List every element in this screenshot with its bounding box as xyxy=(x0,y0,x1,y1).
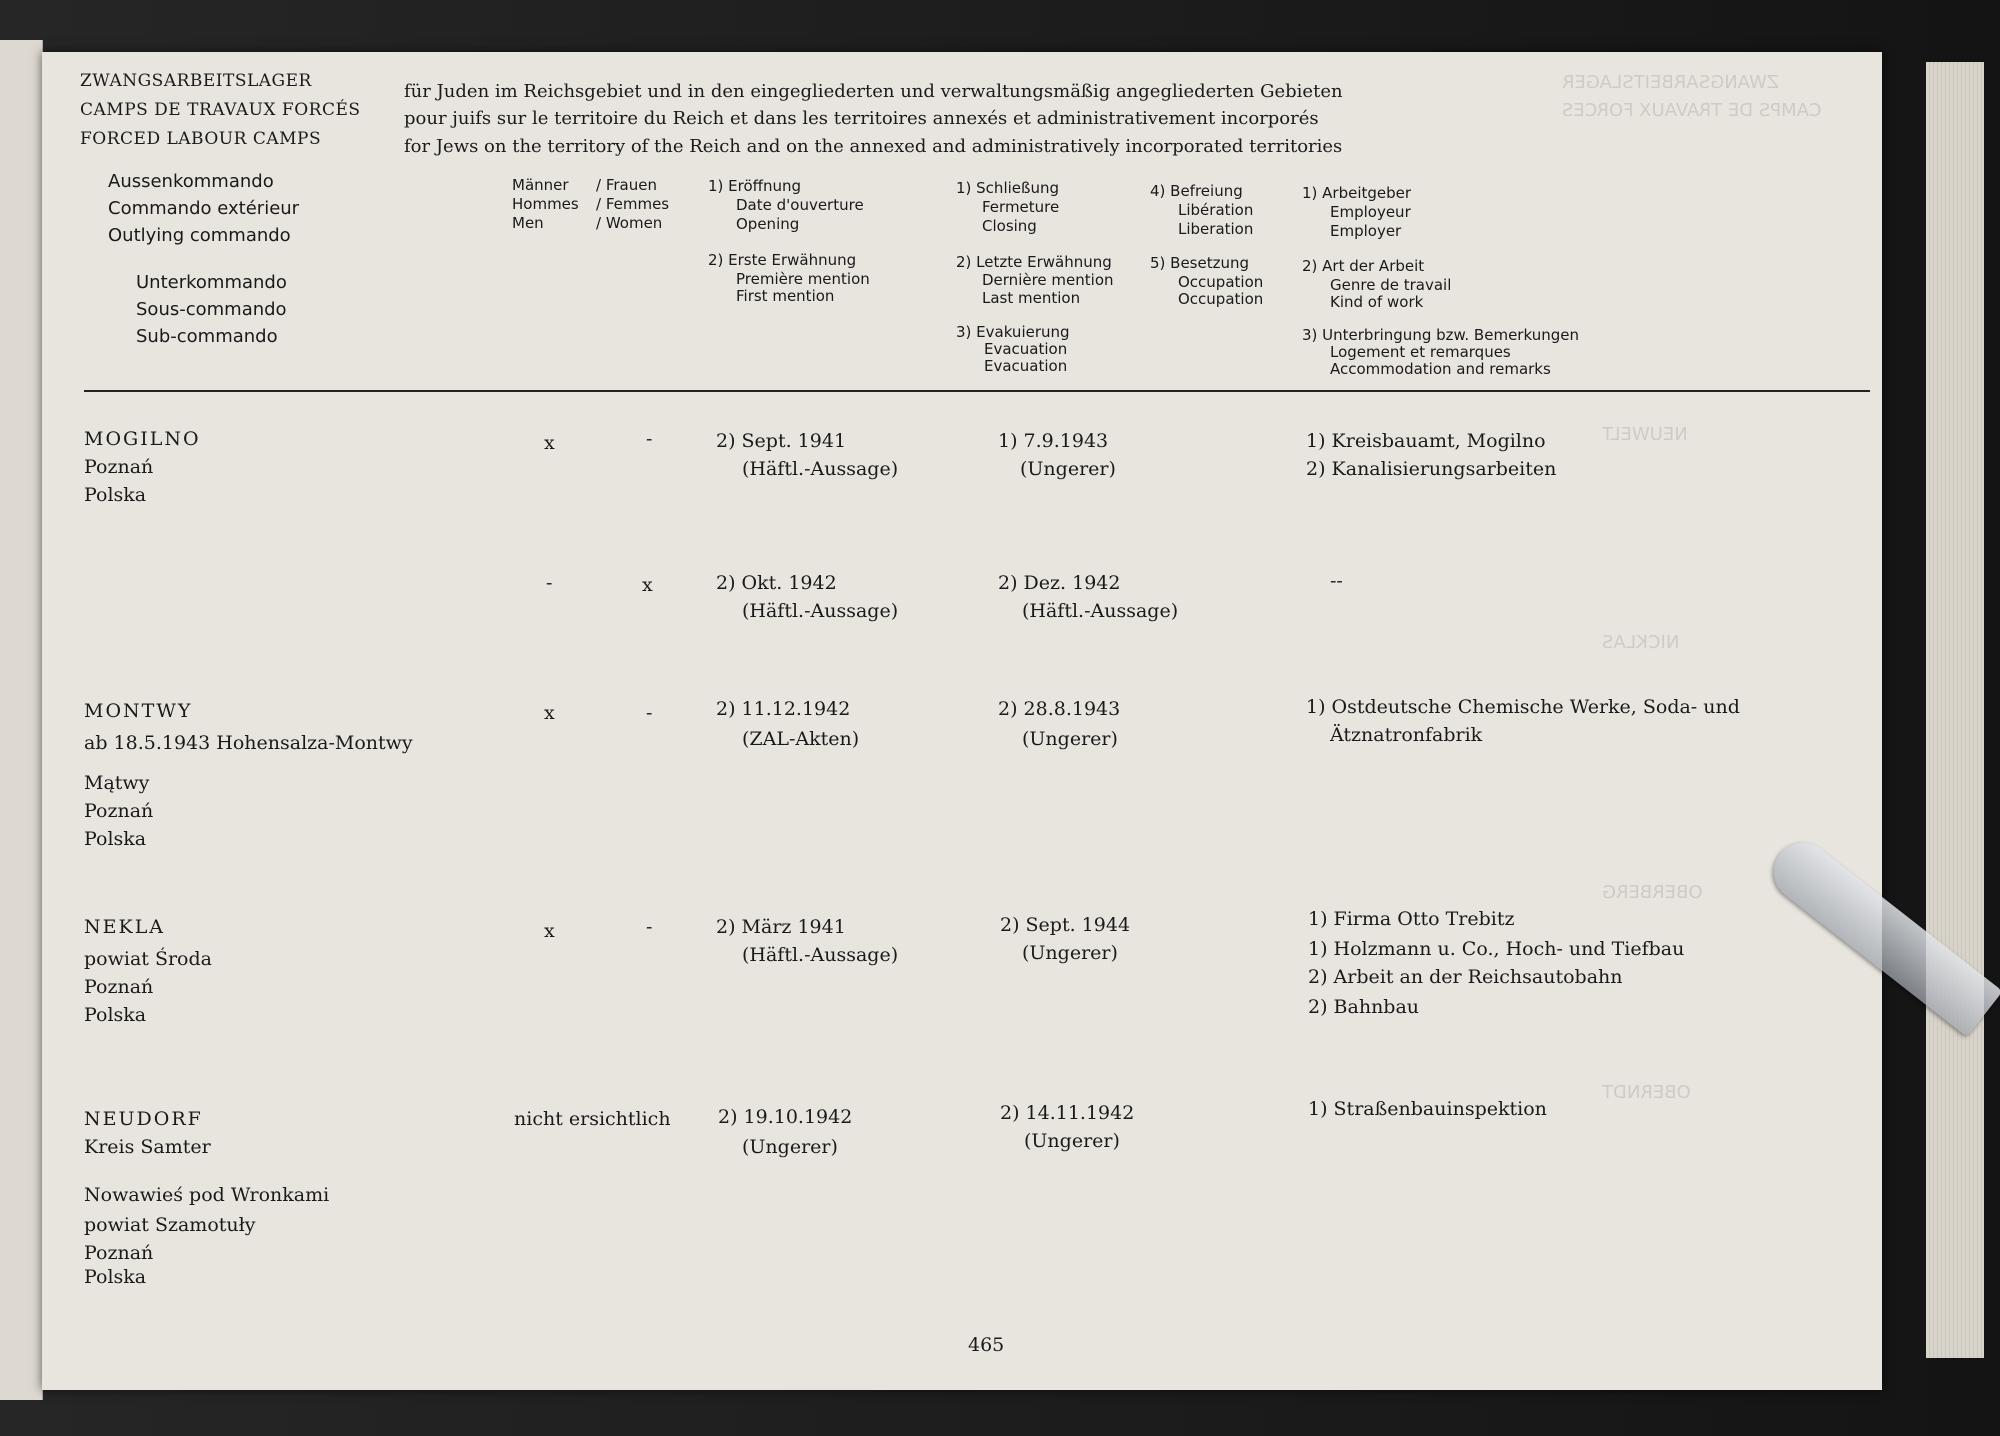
open-source: (Häftl.-Aussage) xyxy=(742,600,899,622)
close-date: 2) 28.8.1943 xyxy=(998,698,1121,720)
men-header-de: Männer xyxy=(512,176,569,194)
close-date: 2) Sept. 1944 xyxy=(1000,914,1131,936)
open-date: 2) März 1941 xyxy=(716,916,846,938)
description-fr: pour juifs sur le territoire du Reich et dans les territoires annexés et administrativement incorporés xyxy=(404,108,1319,129)
description-en: for Jews on the territory of the Reich and on the annexed and administratively incorporated territories xyxy=(404,136,1343,157)
occupation-header-en: Occupation xyxy=(1178,290,1264,308)
work-kind-header-en: Kind of work xyxy=(1330,293,1424,311)
camp-location-line: Poznań xyxy=(84,456,154,478)
page-number: 465 xyxy=(968,1334,1005,1356)
show-through-decoration: CAMPS DE TRAVAUX FORCES xyxy=(1562,100,1822,121)
camp-name-mogilno: MOGILNO xyxy=(84,428,201,450)
show-through-decoration: OBERNDT xyxy=(1602,1082,1691,1103)
accommodation-header-fr: Logement et remarques xyxy=(1330,343,1511,361)
show-through-decoration: ZWANGSARBEITSLAGER xyxy=(1562,72,1780,93)
close-source: (Ungerer) xyxy=(1022,942,1118,964)
remark-line: Ätznatronfabrik xyxy=(1330,724,1483,746)
open-source: (Häftl.-Aussage) xyxy=(742,458,899,480)
remark-line: 1) Kreisbauamt, Mogilno xyxy=(1306,430,1546,452)
last-mention-header-en: Last mention xyxy=(982,289,1081,307)
liberation-header-de: 4) Befreiung xyxy=(1150,182,1243,200)
work-kind-header-fr: Genre de travail xyxy=(1330,276,1452,294)
employer-header-en: Employer xyxy=(1330,222,1402,240)
remark-line: 1) Ostdeutsche Chemische Werke, Soda- und xyxy=(1306,696,1740,718)
camp-location-line: Nowawieś pod Wronkami xyxy=(84,1184,330,1206)
remark-line: -- xyxy=(1330,570,1343,592)
sub-commando-de: Unterkommando xyxy=(136,272,287,293)
open-source: (ZAL-Akten) xyxy=(742,728,860,750)
camp-location-line: Polska xyxy=(84,828,147,850)
header-divider xyxy=(84,390,1870,392)
camp-location-line: Poznań xyxy=(84,800,154,822)
remark-line: 1) Straßenbauinspektion xyxy=(1308,1098,1547,1120)
evacuation-header-fr: Evacuation xyxy=(984,340,1068,358)
closing-header-en: Closing xyxy=(982,217,1037,235)
work-kind-header-de: 2) Art der Arbeit xyxy=(1302,257,1425,275)
close-source: (Ungerer) xyxy=(1020,458,1116,480)
camp-name-nekla: NEKLA xyxy=(84,916,166,938)
closing-header-fr: Fermeture xyxy=(982,198,1060,216)
closing-header-de: 1) Schließung xyxy=(956,179,1059,197)
first-mention-header-fr: Première mention xyxy=(736,270,870,288)
women-mark: - xyxy=(646,702,653,724)
open-source: (Häftl.-Aussage) xyxy=(742,944,899,966)
page-stack-edge xyxy=(1926,62,1984,1358)
show-through-decoration: NICKLAS xyxy=(1602,632,1680,653)
category-de: ZWANGSARBEITSLAGER xyxy=(80,71,312,91)
evacuation-header-en: Evacuation xyxy=(984,357,1068,375)
occupation-header-fr: Occupation xyxy=(1178,273,1264,291)
women-mark: - xyxy=(646,916,653,938)
sub-commando-en: Sub-commando xyxy=(136,326,278,347)
description-de: für Juden im Reichsgebiet und in den eingegliederten und verwaltungsmäßig angegliederten Gebieten xyxy=(404,81,1343,102)
women-header-de: / Frauen xyxy=(596,176,657,194)
close-date: 2) Dez. 1942 xyxy=(998,572,1121,594)
camp-location-line: Poznań xyxy=(84,1242,154,1264)
camp-location-line: ab 18.5.1943 Hohensalza-Montwy xyxy=(84,732,413,754)
opening-header-fr: Date d'ouverture xyxy=(736,196,864,214)
camp-location-line: Polska xyxy=(84,484,147,506)
open-date: 2) Sept. 1941 xyxy=(716,430,847,452)
men-header-fr: Hommes xyxy=(512,195,579,213)
opening-header-en: Opening xyxy=(736,215,800,233)
women-header-en: / Women xyxy=(596,214,663,232)
women-mark: x xyxy=(642,574,653,596)
opening-header-de: 1) Eröffnung xyxy=(708,177,802,195)
women-mark: - xyxy=(646,428,653,450)
close-date: 1) 7.9.1943 xyxy=(998,430,1109,452)
remark-line: 2) Bahnbau xyxy=(1308,996,1420,1018)
last-mention-header-fr: Dernière mention xyxy=(982,271,1114,289)
men-header-en: Men xyxy=(512,214,544,232)
accommodation-header-de: 3) Unterbringung bzw. Bemerkungen xyxy=(1302,326,1579,344)
close-date: 2) 14.11.1942 xyxy=(1000,1102,1135,1124)
open-date: 2) 19.10.1942 xyxy=(718,1106,853,1128)
close-source: (Ungerer) xyxy=(1022,728,1118,750)
occupation-header-de: 5) Besetzung xyxy=(1150,254,1250,272)
close-source: (Häftl.-Aussage) xyxy=(1022,600,1179,622)
show-through-decoration: OBERBERG xyxy=(1602,882,1703,903)
open-date: 2) 11.12.1942 xyxy=(716,698,851,720)
sub-commando-fr: Sous-commando xyxy=(136,299,287,320)
close-source: (Ungerer) xyxy=(1024,1130,1120,1152)
category-en: FORCED LABOUR CAMPS xyxy=(80,129,322,149)
open-source: (Ungerer) xyxy=(742,1136,838,1158)
camp-location-line: powiat Szamotuły xyxy=(84,1214,256,1236)
camp-name-montwy: MONTWY xyxy=(84,700,193,722)
men-women-note: nicht ersichtlich xyxy=(514,1108,671,1130)
men-mark: - xyxy=(546,572,553,594)
open-date: 2) Okt. 1942 xyxy=(716,572,837,594)
first-mention-header-en: First mention xyxy=(736,287,835,305)
last-mention-header-de: 2) Letzte Erwähnung xyxy=(956,253,1112,271)
accommodation-header-en: Accommodation and remarks xyxy=(1330,360,1551,378)
liberation-header-en: Liberation xyxy=(1178,220,1254,238)
camp-name-neudorf: NEUDORF xyxy=(84,1108,203,1130)
camp-location-line: Polska xyxy=(84,1004,147,1026)
camp-location-line: Polska xyxy=(84,1266,147,1288)
men-mark: x xyxy=(544,920,555,942)
remark-line: 2) Arbeit an der Reichsautobahn xyxy=(1308,966,1623,988)
category-fr: CAMPS DE TRAVAUX FORCÉS xyxy=(80,100,361,120)
first-mention-header-de: 2) Erste Erwähnung xyxy=(708,251,857,269)
employer-header-de: 1) Arbeitgeber xyxy=(1302,184,1412,202)
men-mark: x xyxy=(544,702,555,724)
outlying-commando-fr: Commando extérieur xyxy=(108,198,300,219)
liberation-header-fr: Libération xyxy=(1178,201,1254,219)
outlying-commando-de: Aussenkommando xyxy=(108,171,274,192)
men-mark: x xyxy=(544,432,555,454)
remark-line: 1) Holzmann u. Co., Hoch- und Tiefbau xyxy=(1308,938,1685,960)
remark-line: 2) Kanalisierungsarbeiten xyxy=(1306,458,1557,480)
evacuation-header-de: 3) Evakuierung xyxy=(956,323,1070,341)
women-header-fr: / Femmes xyxy=(596,195,670,213)
camp-location-line: Mątwy xyxy=(84,772,150,794)
employer-header-fr: Employeur xyxy=(1330,203,1411,221)
outlying-commando-en: Outlying commando xyxy=(108,225,291,246)
camp-location-line: Kreis Samter xyxy=(84,1136,211,1158)
show-through-decoration: NEUWELT xyxy=(1602,424,1688,445)
previous-page-edge xyxy=(0,40,43,1400)
camp-location-line: powiat Środa xyxy=(84,948,212,970)
camp-location-line: Poznań xyxy=(84,976,154,998)
remark-line: 1) Firma Otto Trebitz xyxy=(1308,908,1515,930)
